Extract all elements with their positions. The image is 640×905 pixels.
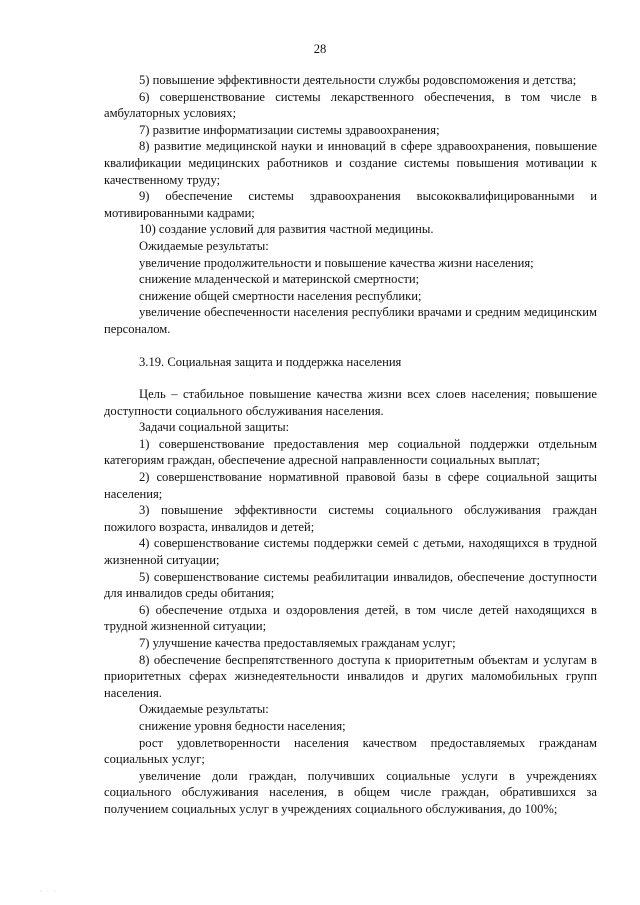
paragraph: увеличение доли граждан, получивших социальные услуги в учреждениях социального обслуживания населения, в общем числе граждан, обратившихся за получением социальных услуг в учреждениях социального обслуживания, до 100%;	[104, 768, 597, 816]
paragraph: Ожидаемые результаты:	[139, 702, 269, 717]
paragraph: Задачи социальной защиты:	[139, 420, 290, 435]
section-heading: 3.19. Социальная защита и поддержка населения	[139, 354, 402, 369]
paragraph: Ожидаемые результаты:	[139, 238, 269, 253]
paragraph: снижение общей смертности населения республики;	[139, 288, 422, 303]
paragraph: увеличение продолжительности и повышение качества жизни населения;	[139, 255, 534, 270]
paragraph: 6) совершенствование системы лекарственного обеспечения, в том числе в амбулаторных условиях;	[104, 89, 597, 121]
document-body	[104, 72, 597, 818]
paragraph: 2) совершенствование нормативной правовой базы в сфере социальной защиты населения;	[104, 470, 597, 501]
paragraph: 5) совершенствование системы реабилитации инвалидов, обеспечение доступности для инвалидов среды обитания;	[104, 569, 597, 601]
scan-mark: · · ·	[40, 887, 57, 896]
paragraph: 7) улучшение качества предоставляемых гражданам услуг;	[139, 636, 456, 650]
paragraph: 8) обеспечение беспрепятственного доступа к приоритетным объектам и услугам в приоритетных сферах жизнедеятельности инвалидов и других маломобильных групп населения.	[104, 652, 597, 700]
spacer	[104, 370, 597, 386]
page-number: 28	[313, 42, 327, 56]
paragraph: Цель – стабильное повышение качества жизни всех слоев населения; повышение доступности социального обслуживания населения.	[104, 387, 597, 418]
paragraph: 7) развитие информатизации системы здравоохранения;	[139, 122, 440, 137]
paragraph: 5) повышение эффективности деятельности службы родовспоможения и детства;	[139, 73, 577, 87]
paragraph: 3) повышение эффективности системы социального обслуживания граждан пожилого возраста, инвалидов и детей;	[104, 503, 597, 534]
paragraph: 9) обеспечение системы здравоохранения высококвалифицированными и мотивированными кадрами;	[104, 189, 597, 220]
paragraph: 1) совершенствование предоставления мер социальной поддержки отдельным категориям граждан, обеспечение адресной направленности социальных выплат;	[104, 436, 597, 468]
paragraph: 6) обеспечение отдыха и оздоровления детей, в том числе детей находящихся в трудной жизненной ситуации;	[104, 602, 597, 634]
paragraph: 8) развитие медицинской науки и инноваций в сфере здравоохранения, повышение квалификации медицинских работников и создание системы повышения мотивации к качественному труду;	[104, 139, 597, 187]
paragraph: 10) создание условий для развития частной медицины.	[139, 222, 434, 237]
paragraph: снижение уровня бедности населения;	[139, 718, 346, 733]
spacer	[104, 338, 597, 354]
paragraph: рост удовлетворенности населения качеством предоставляемых гражданам социальных услуг;	[104, 735, 597, 767]
paragraph: 4) совершенствование системы поддержки семей с детьми, находящихся в трудной жизненной ситуации;	[104, 536, 597, 568]
paragraph: снижение младенческой и материнской смертности;	[139, 272, 420, 287]
paragraph: увеличение обеспеченности населения республики врачами и средним медицинским персоналом.	[104, 305, 597, 336]
